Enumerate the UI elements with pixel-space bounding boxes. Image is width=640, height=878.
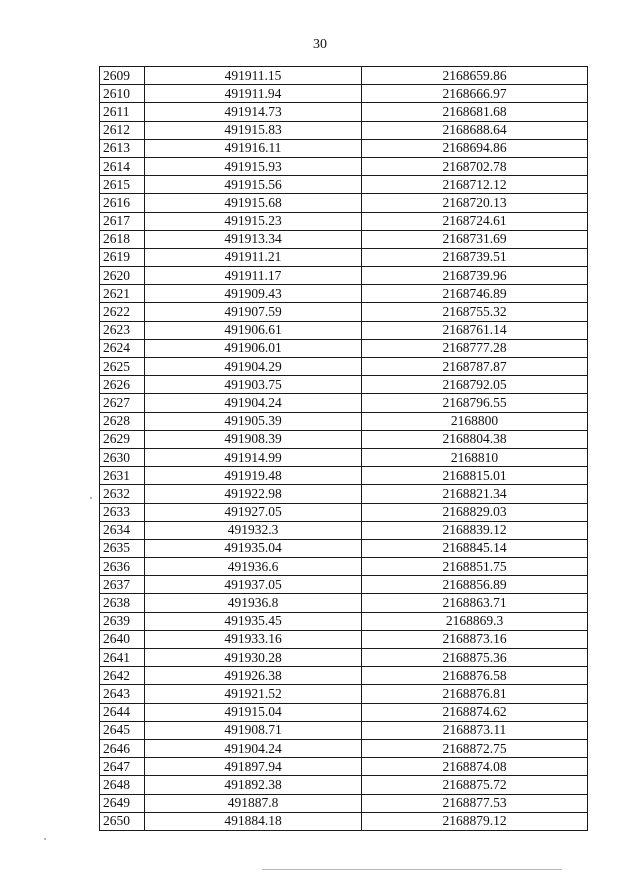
x-coordinate-cell: 491936.8	[145, 594, 362, 612]
point-number-cell: 2622	[100, 303, 145, 321]
y-coordinate-cell: 2168845.14	[362, 539, 588, 557]
table-row	[100, 667, 588, 685]
y-coordinate-cell: 2168829.03	[362, 503, 588, 521]
table-row	[100, 303, 588, 321]
table-row	[100, 612, 588, 630]
x-coordinate-cell: 491915.23	[145, 212, 362, 230]
point-number-cell: 2650	[100, 812, 145, 830]
table-row	[100, 121, 588, 139]
x-coordinate-cell: 491892.38	[145, 776, 362, 794]
table-row	[100, 212, 588, 230]
point-number-cell: 2634	[100, 521, 145, 539]
table-row	[100, 448, 588, 466]
x-coordinate-cell: 491915.93	[145, 157, 362, 175]
point-number-cell: 2620	[100, 267, 145, 285]
x-coordinate-cell: 491908.71	[145, 721, 362, 739]
table-row	[100, 630, 588, 648]
y-coordinate-cell: 2168666.97	[362, 85, 588, 103]
y-coordinate-cell: 2168810	[362, 448, 588, 466]
y-coordinate-cell: 2168873.11	[362, 721, 588, 739]
y-coordinate-cell: 2168863.71	[362, 594, 588, 612]
y-coordinate-cell: 2168724.61	[362, 212, 588, 230]
x-coordinate-cell: 491916.11	[145, 139, 362, 157]
x-coordinate-cell: 491930.28	[145, 649, 362, 667]
point-number-cell: 2645	[100, 721, 145, 739]
point-number-cell: 2637	[100, 576, 145, 594]
y-coordinate-cell: 2168739.51	[362, 248, 588, 266]
y-coordinate-cell: 2168879.12	[362, 812, 588, 830]
point-number-cell: 2627	[100, 394, 145, 412]
point-number-cell: 2624	[100, 339, 145, 357]
table-row	[100, 194, 588, 212]
x-coordinate-cell: 491908.39	[145, 430, 362, 448]
y-coordinate-cell: 2168739.96	[362, 267, 588, 285]
table-row	[100, 230, 588, 248]
x-coordinate-cell: 491935.45	[145, 612, 362, 630]
x-coordinate-cell: 491904.24	[145, 394, 362, 412]
table-row	[100, 467, 588, 485]
y-coordinate-cell: 2168869.3	[362, 612, 588, 630]
y-coordinate-cell: 2168792.05	[362, 376, 588, 394]
y-coordinate-cell: 2168821.34	[362, 485, 588, 503]
table-row	[100, 412, 588, 430]
table-row	[100, 558, 588, 576]
coordinates-table-body	[100, 67, 588, 831]
x-coordinate-cell: 491904.29	[145, 358, 362, 376]
table-row	[100, 503, 588, 521]
x-coordinate-cell: 491937.05	[145, 576, 362, 594]
table-row	[100, 685, 588, 703]
x-coordinate-cell: 491897.94	[145, 758, 362, 776]
table-row	[100, 103, 588, 121]
point-number-cell: 2618	[100, 230, 145, 248]
x-coordinate-cell: 491911.17	[145, 267, 362, 285]
table-row	[100, 758, 588, 776]
table-row	[100, 339, 588, 357]
x-coordinate-cell: 491904.24	[145, 739, 362, 757]
y-coordinate-cell: 2168787.87	[362, 358, 588, 376]
x-coordinate-cell: 491914.99	[145, 448, 362, 466]
x-coordinate-cell: 491935.04	[145, 539, 362, 557]
y-coordinate-cell: 2168796.55	[362, 394, 588, 412]
point-number-cell: 2647	[100, 758, 145, 776]
table-row	[100, 139, 588, 157]
point-number-cell: 2642	[100, 667, 145, 685]
table-row	[100, 430, 588, 448]
y-coordinate-cell: 2168876.58	[362, 667, 588, 685]
point-number-cell: 2617	[100, 212, 145, 230]
x-coordinate-cell: 491887.8	[145, 794, 362, 812]
table-row	[100, 85, 588, 103]
y-coordinate-cell: 2168712.12	[362, 176, 588, 194]
x-coordinate-cell: 491903.75	[145, 376, 362, 394]
point-number-cell: 2628	[100, 412, 145, 430]
table-row	[100, 776, 588, 794]
page-number: 30	[313, 37, 327, 52]
y-coordinate-cell: 2168800	[362, 412, 588, 430]
point-number-cell: 2621	[100, 285, 145, 303]
y-coordinate-cell: 2168804.38	[362, 430, 588, 448]
y-coordinate-cell: 2168875.72	[362, 776, 588, 794]
scan-speck	[44, 838, 46, 840]
point-number-cell: 2649	[100, 794, 145, 812]
x-coordinate-cell: 491911.15	[145, 67, 362, 85]
point-number-cell: 2644	[100, 703, 145, 721]
point-number-cell: 2610	[100, 85, 145, 103]
footer-rule	[262, 869, 562, 870]
table-row	[100, 321, 588, 339]
y-coordinate-cell: 2168875.36	[362, 649, 588, 667]
y-coordinate-cell: 2168731.69	[362, 230, 588, 248]
point-number-cell: 2632	[100, 485, 145, 503]
point-number-cell: 2614	[100, 157, 145, 175]
point-number-cell: 2639	[100, 612, 145, 630]
x-coordinate-cell: 491926.38	[145, 667, 362, 685]
table-row	[100, 157, 588, 175]
table-row	[100, 176, 588, 194]
x-coordinate-cell: 491915.56	[145, 176, 362, 194]
y-coordinate-cell: 2168777.28	[362, 339, 588, 357]
point-number-cell: 2629	[100, 430, 145, 448]
point-number-cell: 2638	[100, 594, 145, 612]
point-number-cell: 2633	[100, 503, 145, 521]
table-row	[100, 248, 588, 266]
x-coordinate-cell: 491927.05	[145, 503, 362, 521]
x-coordinate-cell: 491915.04	[145, 703, 362, 721]
point-number-cell: 2611	[100, 103, 145, 121]
point-number-cell: 2612	[100, 121, 145, 139]
point-number-cell: 2625	[100, 358, 145, 376]
y-coordinate-cell: 2168720.13	[362, 194, 588, 212]
point-number-cell: 2630	[100, 448, 145, 466]
y-coordinate-cell: 2168688.64	[362, 121, 588, 139]
table-row	[100, 285, 588, 303]
y-coordinate-cell: 2168681.68	[362, 103, 588, 121]
scan-speck	[90, 497, 92, 499]
x-coordinate-cell: 491922.98	[145, 485, 362, 503]
y-coordinate-cell: 2168659.86	[362, 67, 588, 85]
x-coordinate-cell: 491932.3	[145, 521, 362, 539]
table-row	[100, 649, 588, 667]
point-number-cell: 2643	[100, 685, 145, 703]
table-row	[100, 721, 588, 739]
x-coordinate-cell: 491906.61	[145, 321, 362, 339]
point-number-cell: 2635	[100, 539, 145, 557]
point-number-cell: 2648	[100, 776, 145, 794]
table-row	[100, 739, 588, 757]
x-coordinate-cell: 491907.59	[145, 303, 362, 321]
table-row	[100, 376, 588, 394]
x-coordinate-cell: 491915.83	[145, 121, 362, 139]
x-coordinate-cell: 491906.01	[145, 339, 362, 357]
point-number-cell: 2613	[100, 139, 145, 157]
x-coordinate-cell: 491884.18	[145, 812, 362, 830]
y-coordinate-cell: 2168874.62	[362, 703, 588, 721]
point-number-cell: 2615	[100, 176, 145, 194]
y-coordinate-cell: 2168694.86	[362, 139, 588, 157]
x-coordinate-cell: 491921.52	[145, 685, 362, 703]
y-coordinate-cell: 2168761.14	[362, 321, 588, 339]
x-coordinate-cell: 491911.94	[145, 85, 362, 103]
x-coordinate-cell: 491909.43	[145, 285, 362, 303]
table-row	[100, 812, 588, 830]
y-coordinate-cell: 2168851.75	[362, 558, 588, 576]
point-number-cell: 2646	[100, 739, 145, 757]
y-coordinate-cell: 2168876.81	[362, 685, 588, 703]
point-number-cell: 2640	[100, 630, 145, 648]
point-number-cell: 2619	[100, 248, 145, 266]
point-number-cell: 2626	[100, 376, 145, 394]
y-coordinate-cell: 2168872.75	[362, 739, 588, 757]
table-row	[100, 703, 588, 721]
x-coordinate-cell: 491915.68	[145, 194, 362, 212]
table-row	[100, 576, 588, 594]
x-coordinate-cell: 491905.39	[145, 412, 362, 430]
y-coordinate-cell: 2168746.89	[362, 285, 588, 303]
x-coordinate-cell: 491919.48	[145, 467, 362, 485]
point-number-cell: 2631	[100, 467, 145, 485]
x-coordinate-cell: 491914.73	[145, 103, 362, 121]
x-coordinate-cell: 491911.21	[145, 248, 362, 266]
point-number-cell: 2616	[100, 194, 145, 212]
y-coordinate-cell: 2168839.12	[362, 521, 588, 539]
y-coordinate-cell: 2168856.89	[362, 576, 588, 594]
table-row	[100, 394, 588, 412]
x-coordinate-cell: 491936.6	[145, 558, 362, 576]
table-row	[100, 594, 588, 612]
table-row	[100, 67, 588, 85]
x-coordinate-cell: 491913.34	[145, 230, 362, 248]
x-coordinate-cell: 491933.16	[145, 630, 362, 648]
y-coordinate-cell: 2168877.53	[362, 794, 588, 812]
y-coordinate-cell: 2168755.32	[362, 303, 588, 321]
table-row	[100, 794, 588, 812]
point-number-cell: 2609	[100, 67, 145, 85]
table-row	[100, 485, 588, 503]
point-number-cell: 2636	[100, 558, 145, 576]
y-coordinate-cell: 2168873.16	[362, 630, 588, 648]
table-row	[100, 539, 588, 557]
y-coordinate-cell: 2168874.08	[362, 758, 588, 776]
y-coordinate-cell: 2168815.01	[362, 467, 588, 485]
table-row	[100, 358, 588, 376]
table-row	[100, 267, 588, 285]
table-row	[100, 521, 588, 539]
point-number-cell: 2623	[100, 321, 145, 339]
coordinates-table	[99, 66, 588, 831]
y-coordinate-cell: 2168702.78	[362, 157, 588, 175]
point-number-cell: 2641	[100, 649, 145, 667]
